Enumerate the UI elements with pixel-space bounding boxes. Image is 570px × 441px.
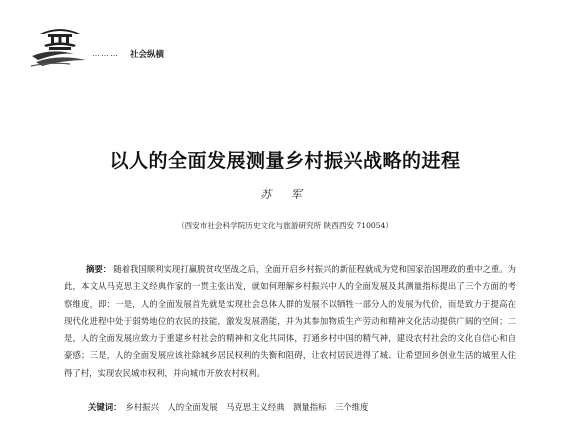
keywords-label: 关键词： xyxy=(88,402,122,412)
keywords xyxy=(88,401,368,413)
journal-header xyxy=(30,22,230,72)
author-affiliation: （西安市社会科学院历史文化与旅游研究所 陕西西安 710054） xyxy=(176,221,394,230)
abstract-text: 随着我国顺利实现打赢脱贫攻坚战之后，全面开启乡村振兴的新征程就成为党和国家治国理政的重中之重。为此，本文从马克思主义经典作家的一贯主张出发，就如何理解乡村振兴中人的全面发展及其测量指标提出了三个方面的考察维度，即：一是，人的全面发展首先就是实现社会总体人群的发展不以牺牲一部分人的发展为代价，而是致力于提高在现代化进程中处于弱势地位的农民的技能，激发发展潜能，并为其参加物质生产劳动和精神文化活动提供广阔的空间；二是，人的全面发展应致力于重建乡村社会的精神和文化共同体，打通乡村中国的精气神，建设农村社会的文化自信心和自豪感；三是，人的全面发展应该社除城乡居民权利的失衡和阻碍，让农村居民进得了城、让希望回乡创业生活的城里人住得了村，实现农民城市权利，并向城市开放农村权利。 xyxy=(64,264,517,378)
journal-logo xyxy=(30,22,90,68)
section-label: 社会纵横 xyxy=(130,50,165,60)
header-dots: ……… xyxy=(92,49,119,58)
abstract-label: 摘要： xyxy=(86,264,112,274)
article-author: 苏 军 xyxy=(260,188,310,201)
abstract xyxy=(64,261,516,382)
article-title: 以人的全面发展测量乡村振兴战略的进程 xyxy=(109,150,461,172)
keywords-text: 乡村振兴 人的全面发展 马克思主义经典 测量指标 三个维度 xyxy=(125,402,369,412)
